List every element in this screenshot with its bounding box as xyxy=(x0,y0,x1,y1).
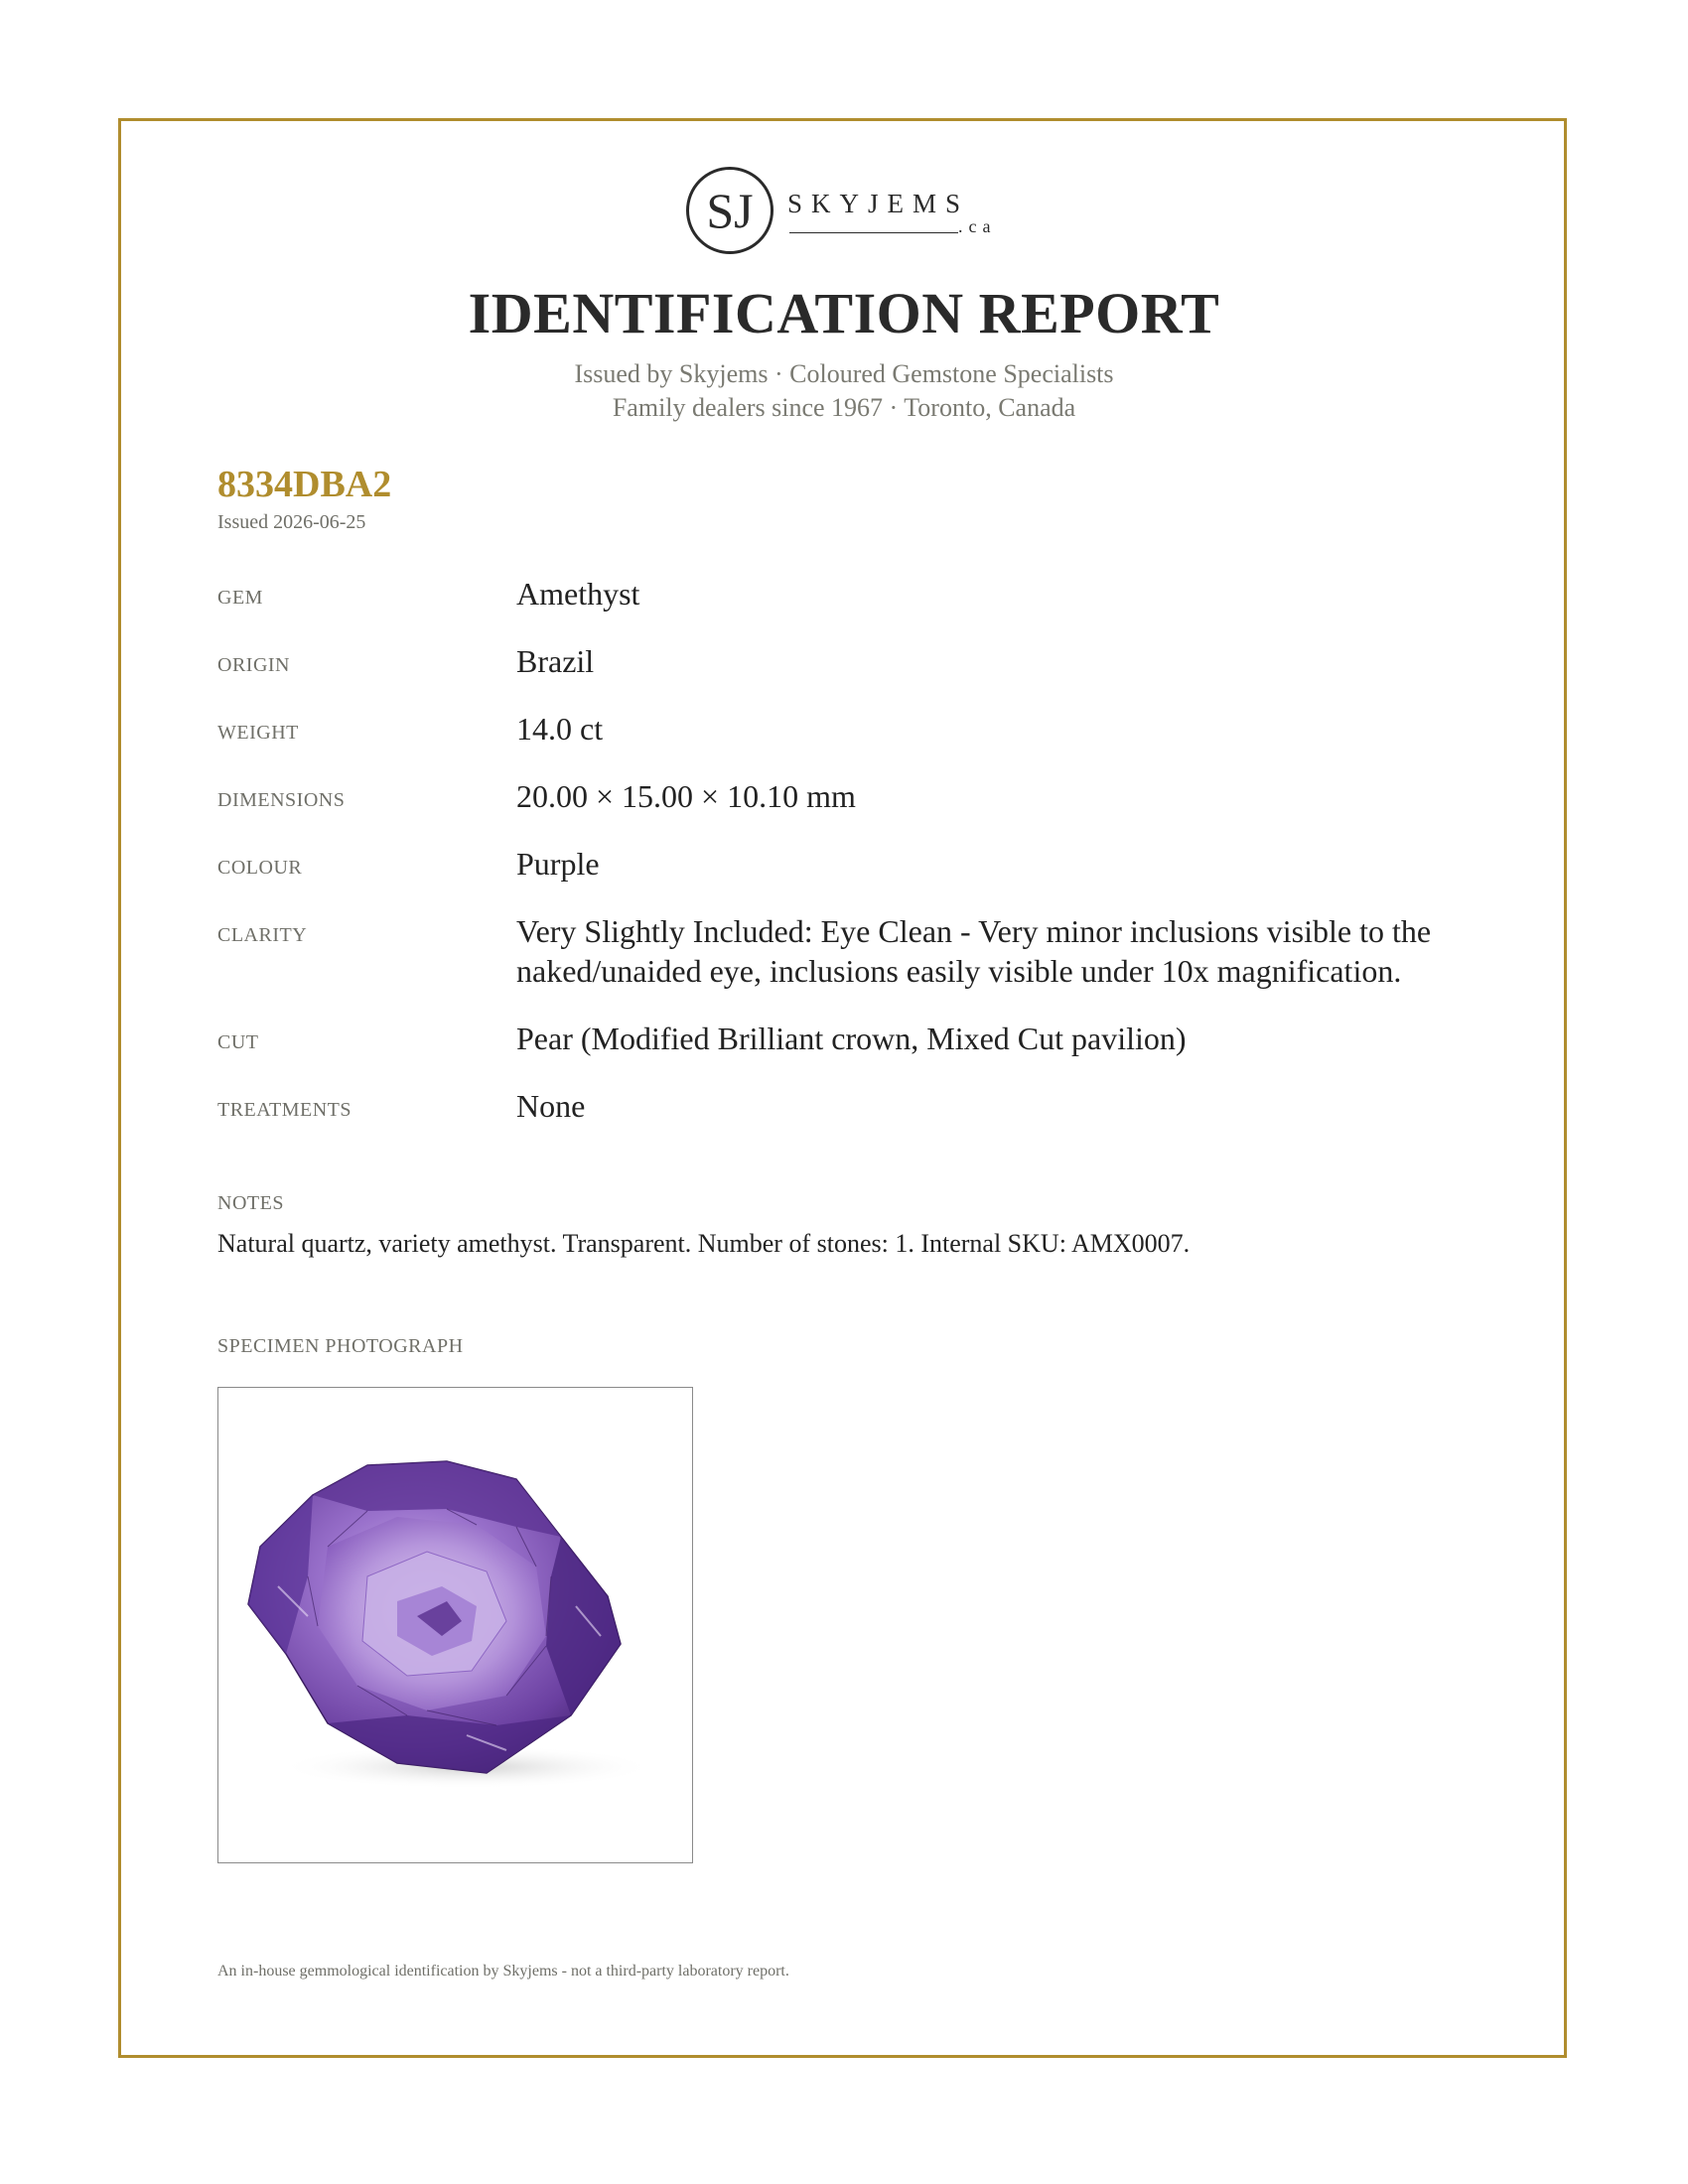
field-label: DIMENSIONS xyxy=(217,789,346,811)
field-label: CUT xyxy=(217,1031,259,1053)
field-label: TREATMENTS xyxy=(217,1099,352,1121)
field-row-origin xyxy=(217,641,1508,709)
field-value: Brazil xyxy=(516,643,595,679)
field-value: 20.00 × 15.00 × 10.10 mm xyxy=(516,778,856,814)
field-row-cut xyxy=(217,1019,1508,1086)
field-value: Pear (Modified Brilliant crown, Mixed Cut pavilion) xyxy=(516,1021,1187,1056)
field-label: GEM xyxy=(217,587,263,609)
field-row-treatments xyxy=(217,1086,1508,1154)
logo-monogram-circle xyxy=(686,167,774,254)
notes-label: NOTES xyxy=(217,1192,284,1214)
field-value: 14.0 ct xyxy=(516,711,604,747)
field-label: WEIGHT xyxy=(217,722,299,744)
properties-table xyxy=(217,574,1508,1154)
field-row-dimensions xyxy=(217,776,1508,844)
specimen-photo xyxy=(217,1387,693,1863)
logo-wordmark: SKYJEMS xyxy=(787,189,970,218)
field-value: Purple xyxy=(516,846,600,882)
field-value: None xyxy=(516,1088,586,1124)
field-value: Very Slightly Included: Eye Clean - Very minor inclusions visible to the naked/unaided eye, inclusions easily visible under 10x magnification. xyxy=(516,913,1432,989)
report-title: IDENTIFICATION REPORT xyxy=(468,281,1220,345)
svg-text:SJ: SJ xyxy=(706,183,754,238)
issuer-line: Issued by Skyjems · Coloured Gemstone Specialists xyxy=(574,359,1114,388)
gemstone-image xyxy=(218,1388,691,1861)
skyjems-logo xyxy=(686,163,1004,262)
field-label: COLOUR xyxy=(217,857,303,879)
field-row-gem xyxy=(217,574,1508,641)
logo-underline xyxy=(789,232,958,233)
field-row-weight xyxy=(217,709,1508,776)
field-value: Amethyst xyxy=(516,576,640,612)
disclaimer-footer: An in-house gemmological identification by Skyjems - not a third-party laboratory report. xyxy=(217,1963,789,1979)
photo-label: SPECIMEN PHOTOGRAPH xyxy=(217,1335,464,1357)
field-label: ORIGIN xyxy=(217,654,290,676)
report-id: 8334DBA2 xyxy=(217,464,392,505)
field-label: CLARITY xyxy=(217,924,308,946)
field-row-clarity xyxy=(217,911,1508,1019)
dealer-line: Family dealers since 1967 · Toronto, Canada xyxy=(612,393,1076,422)
notes-text: Natural quartz, variety amethyst. Transparent. Number of stones: 1. Internal SKU: AMX0007. xyxy=(217,1229,1191,1258)
logo-domain: .ca xyxy=(958,216,997,236)
issue-date: Issued 2026-06-25 xyxy=(217,511,366,533)
field-row-colour xyxy=(217,844,1508,911)
